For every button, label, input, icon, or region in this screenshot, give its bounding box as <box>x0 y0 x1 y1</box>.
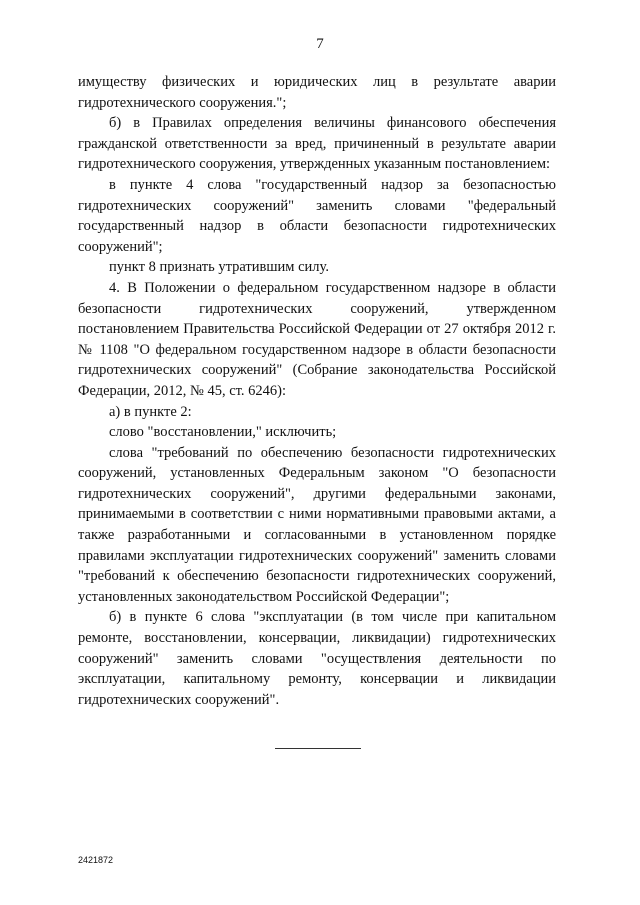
paragraph-6: а) в пункте 2: <box>109 403 192 420</box>
page-number: 7 <box>316 36 324 52</box>
paragraph-9: б) в пункте 6 слова "эксплуатации (в том числе при капитальном ремонте, восстановлении, консервации, ликвидации) гидротехнических сооружений" заменить словами "осуществления деятельности по эксплуатации, капитальному ремонту, консервации и ликвидации гидротехнических сооружений". <box>78 609 556 708</box>
paragraph-1: имуществу физических и юридических лиц в результате аварии гидротехнического сооружения."; <box>78 74 556 111</box>
document-code: 2421872 <box>78 855 114 865</box>
paragraph-8: слова "требований по обеспечению безопасности гидротехнических сооружений, установленных Федеральным законом "О безопасности гидротехнических сооружений", другими федеральными законами, принимаемыми в соответствии с ними нормативными правовыми актами, а также разработанными и согласованными в установленном порядке правилами эксплуатации гидротехнических сооружений" заменить словами "требований к обеспечению безопасности гидротехнических сооружений, установленных законодательством Российской Федерации"; <box>78 444 556 605</box>
paragraph-3: в пункте 4 слова "государственный надзор за безопасностью гидротехнических сооружений" заменить словами "федеральный государственный надзор в области безопасности гидротехнических сооружений"; <box>78 176 556 255</box>
paragraph-4: пункт 8 признать утратившим силу. <box>109 259 329 276</box>
document-body <box>78 72 556 710</box>
paragraph-7: слово "восстановлении," исключить; <box>109 424 337 441</box>
paragraph-5: 4. В Положении о федеральном государственном надзоре в области безопасности гидротехнических сооружений, утвержденном постановлением Правительства Российской Федерации от 27 октября 2012 г. № 1108 "О федеральном государственном надзоре в области безопасности гидротехнических сооружений" (Собрание законодательства Российской Федерации, 2012, № 45, ст. 6246): <box>78 279 556 399</box>
paragraph-2: б) в Правилах определения величины финансового обеспечения гражданской ответственности за вред, причиненный в результате аварии гидротехнического сооружения, утвержденных указанным постановлением: <box>78 115 556 173</box>
end-of-text-rule <box>275 748 361 749</box>
